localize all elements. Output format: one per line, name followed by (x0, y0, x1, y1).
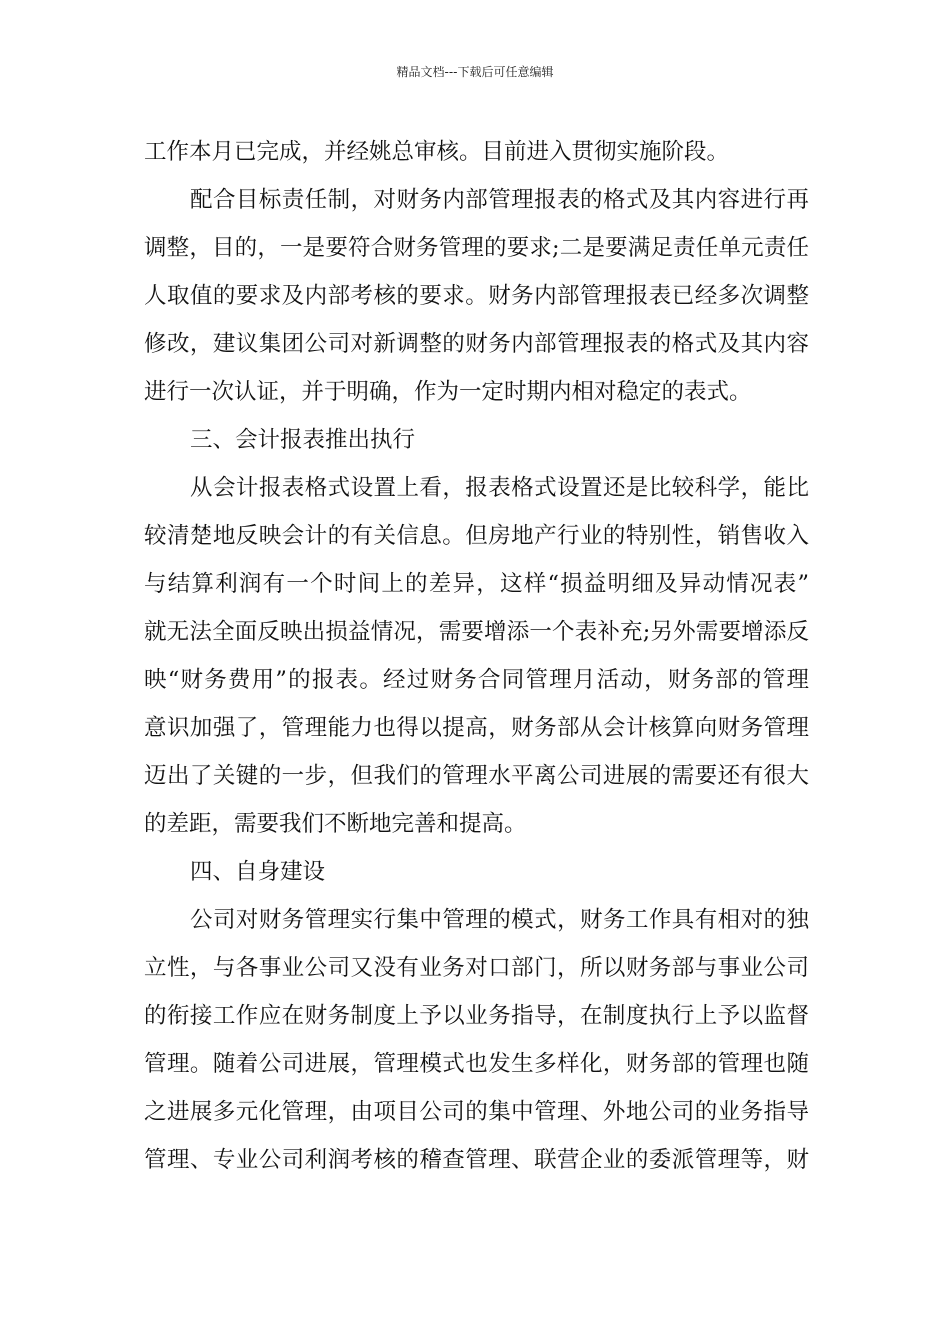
paragraph-line: 进行一次认证，并于明确，作为一定时期内相对稳定的表式。 (144, 379, 752, 405)
paragraph-line: 修改，建议集团公司对新调整的财务内部管理报表的格式及其内容 (144, 331, 809, 357)
paragraph-line: 较清楚地反映会计的有关信息。但房地产行业的特别性，销售收入 (144, 523, 809, 549)
paragraph-line: 就无法全面反映出损益情况，需要增添一个表补充;另外需要增添反 (144, 619, 809, 645)
paragraph-line: 与结算利润有一个时间上的差异，这样“损益明细及异动情况表” (144, 571, 809, 597)
paragraph-line: 立性，与各事业公司又没有业务对口部门，所以财务部与事业公司 (144, 955, 809, 981)
paragraph-line: 意识加强了，管理能力也得以提高，财务部从会计核算向财务管理 (144, 715, 809, 741)
paragraph-line: 调整，目的，一是要符合财务管理的要求;二是要满足责任单元责任 (144, 235, 809, 261)
paragraph-line: 管理、专业公司利润考核的稽查管理、联营企业的委派管理等，财 (144, 1147, 809, 1173)
section-heading: 四、自身建设 (190, 859, 326, 885)
paragraph-line: 人取值的要求及内部考核的要求。财务内部管理报表已经多次调整 (144, 283, 809, 309)
paragraph-line: 管理。随着公司进展，管理模式也发生多样化，财务部的管理也随 (144, 1051, 809, 1077)
document-body (144, 128, 809, 1184)
paragraph-line: 之进展多元化管理，由项目公司的集中管理、外地公司的业务指导 (144, 1099, 809, 1125)
paragraph-line: 的差距，需要我们不断地完善和提高。 (144, 811, 527, 837)
paragraph-line: 配合目标责任制，对财务内部管理报表的格式及其内容进行再 (190, 187, 809, 213)
page-header: 精品文档---下载后可任意编辑 (396, 65, 554, 79)
paragraph-line: 迈出了关键的一步，但我们的管理水平离公司进展的需要还有很大 (144, 763, 809, 789)
paragraph-line: 映“财务费用”的报表。经过财务合同管理月活动，财务部的管理 (144, 667, 809, 693)
paragraph-line: 从会计报表格式设置上看，报表格式设置还是比较科学，能比 (190, 475, 809, 501)
section-heading: 三、会计报表推出执行 (190, 427, 416, 453)
paragraph-line: 的衔接工作应在财务制度上予以业务指导，在制度执行上予以监督 (144, 1003, 809, 1029)
paragraph-line: 工作本月已完成，并经姚总审核。目前进入贯彻实施阶段。 (144, 139, 730, 165)
paragraph-line: 公司对财务管理实行集中管理的模式，财务工作具有相对的独 (190, 907, 809, 933)
